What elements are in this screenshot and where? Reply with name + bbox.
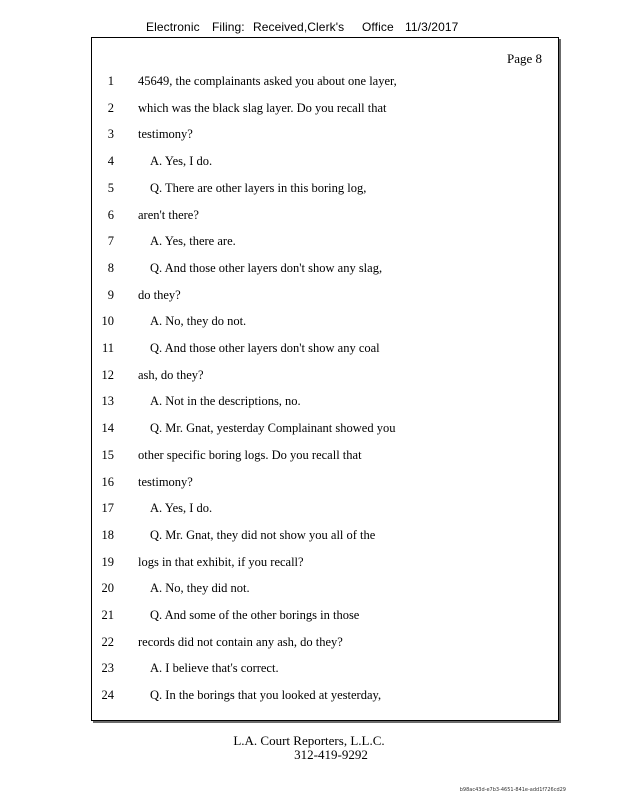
filing-word-filing: Filing: (212, 20, 245, 34)
line-text: Q. And those other layers don't show any slag, (150, 260, 383, 275)
transcript-line (92, 501, 558, 528)
line-text: A. Yes, there are. (150, 234, 236, 249)
reporter-phone: 312-419-9292 (294, 747, 368, 762)
line-text: A. Not in the descriptions, no. (150, 394, 301, 409)
transcript-line (92, 261, 558, 288)
transcript-line (92, 101, 558, 128)
line-number: 10 (101, 314, 114, 329)
line-number: 7 (107, 234, 114, 249)
transcript-line (92, 74, 558, 101)
line-text: logs in that exhibit, if you recall? (138, 554, 304, 569)
transcript-line (92, 475, 558, 502)
line-number: 21 (101, 608, 114, 622)
line-text: Q. And those other layers don't show any coal (150, 341, 380, 355)
line-number: 15 (101, 447, 114, 462)
line-number: 5 (107, 180, 114, 195)
line-number: 1 (107, 74, 114, 88)
transcript-line (92, 368, 558, 395)
line-text: Q. Mr. Gnat, they did not show you all of the (150, 527, 376, 542)
transcript-line (92, 555, 558, 582)
transcript-line (92, 394, 558, 421)
line-number: 3 (107, 127, 114, 142)
transcript-line (92, 208, 558, 235)
line-number: 23 (101, 661, 114, 676)
line-text: A. Yes, I do. (150, 501, 213, 516)
filing-word-date: 11/3/2017 (405, 20, 459, 34)
line-text: A. I believe that's correct. (150, 661, 279, 676)
filing-word-received: Received,Clerk's (253, 20, 345, 34)
line-number: 22 (101, 634, 114, 649)
line-number: 24 (101, 688, 114, 703)
line-number: 8 (107, 260, 114, 275)
transcript-line (92, 688, 558, 715)
reporter-company: L.A. Court Reporters, L.L.C. (233, 733, 385, 748)
line-text: A. No, they did not. (150, 581, 250, 596)
transcript-line (92, 181, 558, 208)
transcript-line (92, 314, 558, 341)
line-number: 17 (101, 501, 114, 516)
line-text: records did not contain any ash, do they? (138, 634, 343, 649)
line-text: A. Yes, I do. (150, 154, 213, 169)
reporter-footer (0, 734, 618, 762)
line-text: 45649, the complainants asked you about one layer, (138, 74, 397, 88)
line-text: testimony? (138, 474, 193, 489)
page-number: Page 8 (506, 51, 542, 66)
filing-word-office: Office (362, 20, 394, 34)
line-number: 13 (101, 394, 114, 409)
line-number: 9 (107, 287, 114, 302)
line-number: 19 (101, 554, 114, 569)
line-number: 20 (101, 581, 114, 596)
transcript-page (91, 37, 559, 721)
line-number: 6 (107, 207, 114, 222)
line-text: Q. In the borings that you looked at yesterday, (150, 688, 382, 703)
transcript-line (92, 661, 558, 688)
document-id: b98ac43d-e7b3-4651-841e-add1f726cd29 (459, 787, 566, 793)
line-text: other specific boring logs. Do you recall that (138, 447, 362, 462)
transcript-line (92, 154, 558, 181)
line-number: 16 (101, 474, 114, 489)
line-text: testimony? (138, 127, 193, 142)
line-text: which was the black slag layer. Do you recall that (138, 100, 387, 115)
transcript-line (92, 288, 558, 315)
filing-word-electronic: Electronic (146, 20, 200, 34)
transcript-line (92, 234, 558, 261)
transcript-line (92, 341, 558, 368)
line-number: 12 (101, 367, 114, 382)
transcript-line (92, 608, 558, 635)
line-text: Q. And some of the other borings in those (150, 608, 360, 622)
transcript-line (92, 421, 558, 448)
transcript-line (92, 127, 558, 154)
line-number: 14 (101, 421, 114, 436)
transcript-line (92, 528, 558, 555)
line-number: 18 (101, 527, 114, 542)
line-number: 4 (107, 154, 114, 169)
line-text: aren't there? (138, 207, 199, 222)
line-text: ash, do they? (138, 367, 204, 382)
transcript-line (92, 635, 558, 662)
line-text: Q. There are other layers in this boring log, (150, 180, 367, 195)
line-text: Q. Mr. Gnat, yesterday Complainant showed you (150, 421, 396, 436)
transcript-line (92, 581, 558, 608)
line-text: A. No, they do not. (150, 314, 247, 329)
line-number: 2 (107, 100, 114, 115)
line-number: 11 (101, 341, 114, 355)
transcript-line (92, 448, 558, 475)
line-text: do they? (138, 287, 181, 302)
